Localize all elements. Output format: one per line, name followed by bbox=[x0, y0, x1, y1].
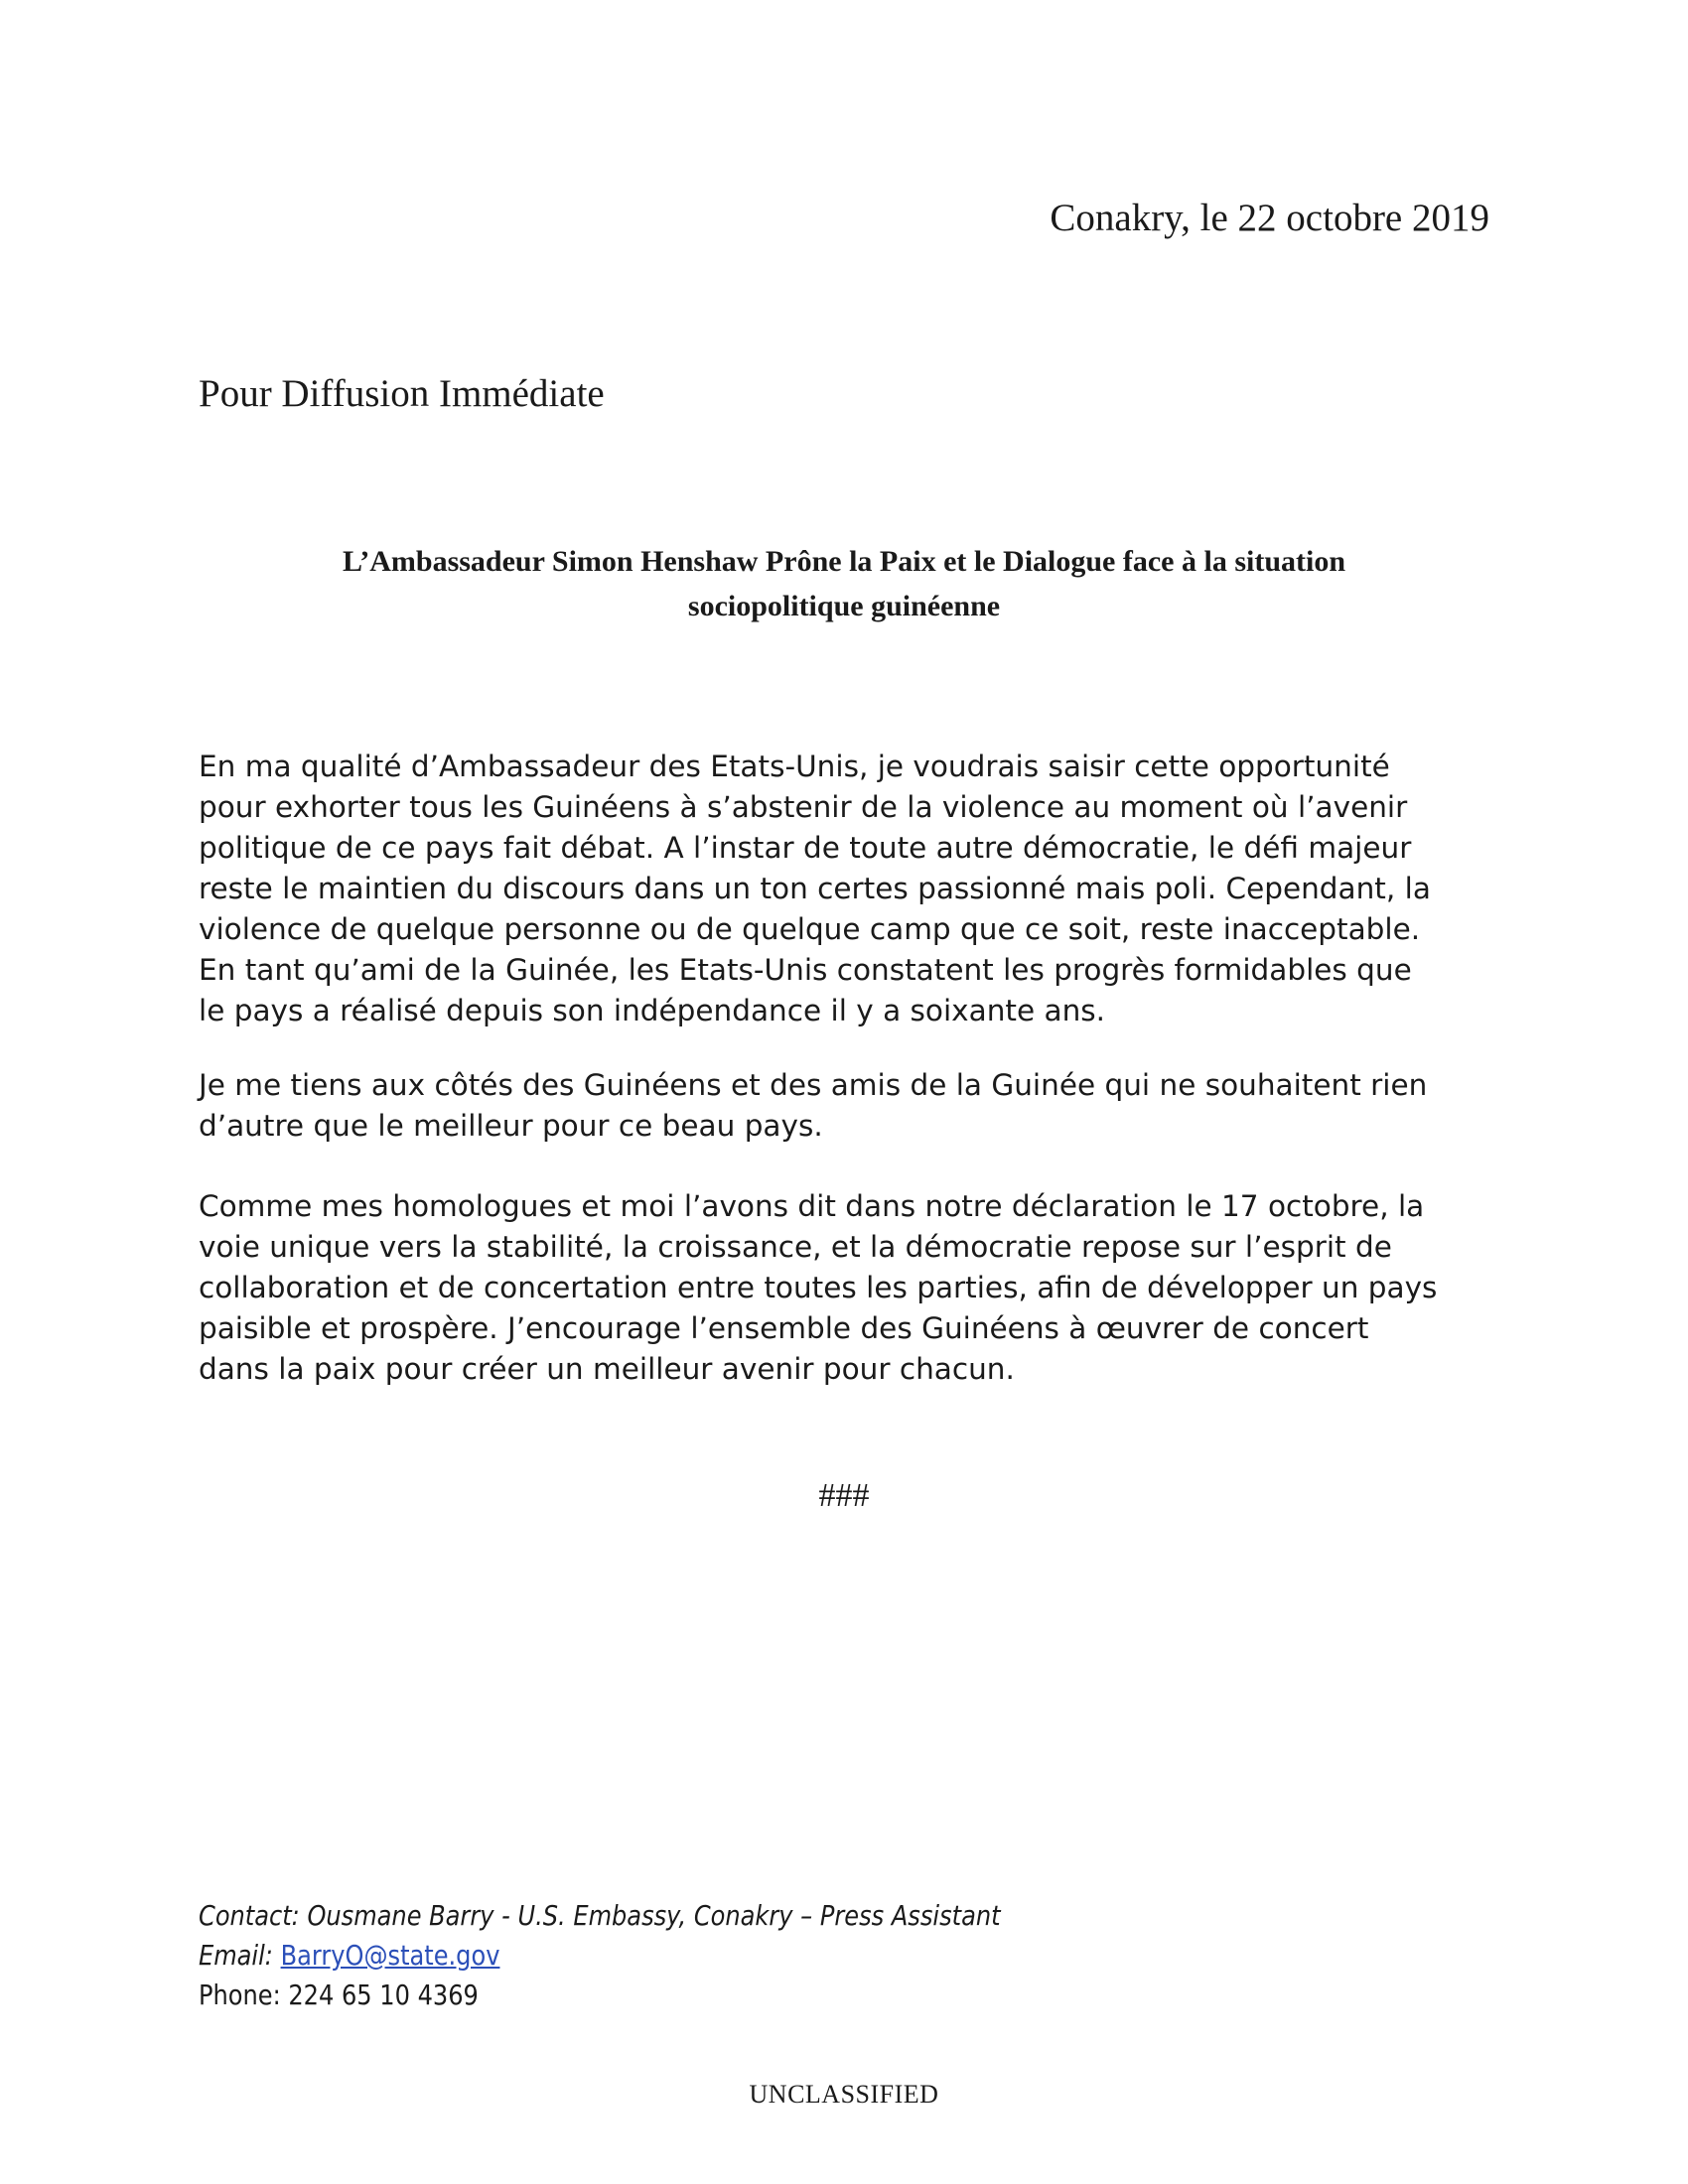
email-label: Email: bbox=[199, 1939, 281, 1972]
contact-block bbox=[199, 1896, 1131, 2015]
classification-marking: UNCLASSIFIED bbox=[749, 2080, 939, 2109]
release-notice: Pour Diffusion Immédiate bbox=[199, 372, 605, 415]
contact-line bbox=[199, 1896, 1131, 1936]
paragraph-line: paisible et prospère. J’encourage l’ensemble des Guinéens à œuvrer de concert bbox=[199, 1311, 1369, 1345]
paragraph-line: Comme mes homologues et moi l’avons dit dans notre déclaration le 17 octobre, la bbox=[199, 1189, 1425, 1223]
paragraph-line: dans la paix pour créer un meilleur avenir pour chacun. bbox=[199, 1352, 1015, 1386]
paragraph-line: violence de quelque personne ou de quelque camp que ce soit, reste inacceptable. bbox=[199, 912, 1421, 946]
headline-line: L’Ambassadeur Simon Henshaw Prône la Paix et le Dialogue face à la situation bbox=[342, 545, 1346, 578]
paragraph-line: En ma qualité d’Ambassadeur des Etats-Unis, je voudrais saisir cette opportunité bbox=[199, 750, 1390, 783]
phone-line bbox=[199, 1976, 1131, 2015]
paragraph-line: collaboration et de concertation entre toutes les parties, afin de développer un pays bbox=[199, 1271, 1438, 1304]
contact-name-text: Contact: Ousmane Barry - U.S. Embassy, Conakry – Press Assistant bbox=[199, 1899, 1001, 1932]
paragraph-line: d’autre que le meilleur pour ce beau pays. bbox=[199, 1109, 823, 1143]
paragraph-line: le pays a réalisé depuis son indépendance il y a soixante ans. bbox=[199, 994, 1106, 1027]
body-paragraph-2 bbox=[199, 1065, 1509, 1147]
paragraph-line: politique de ce pays fait débat. A l’instar de toute autre démocratie, le défi majeur bbox=[199, 831, 1412, 865]
email-link[interactable]: BarryO@state.gov bbox=[280, 1939, 500, 1972]
paragraph-line: reste le maintien du discours dans un ton certes passionné mais poli. Cependant, la bbox=[199, 872, 1431, 905]
email-line bbox=[199, 1936, 1131, 1976]
paragraph-line: pour exhorter tous les Guinéens à s’abstenir de la violence au moment où l’avenir bbox=[199, 790, 1408, 824]
paragraph-line: Je me tiens aux côtés des Guinéens et des amis de la Guinée qui ne souhaitent rien bbox=[199, 1068, 1428, 1102]
phone-text: Phone: 224 65 10 4369 bbox=[199, 1979, 479, 2011]
paragraph-line: voie unique vers la stabilité, la croissance, et la démocratie repose sur l’esprit de bbox=[199, 1230, 1392, 1264]
date-line: Conakry, le 22 octobre 2019 bbox=[1050, 197, 1489, 239]
body-paragraph-3 bbox=[199, 1186, 1509, 1390]
press-release-headline bbox=[199, 539, 1489, 628]
body-paragraph-1 bbox=[199, 747, 1509, 1031]
paragraph-line: En tant qu’ami de la Guinée, les Etats-Unis constatent les progrès formidables que bbox=[199, 953, 1412, 987]
headline-line: sociopolitique guinéenne bbox=[687, 590, 1001, 622]
end-of-release-mark: ### bbox=[818, 1477, 870, 1514]
